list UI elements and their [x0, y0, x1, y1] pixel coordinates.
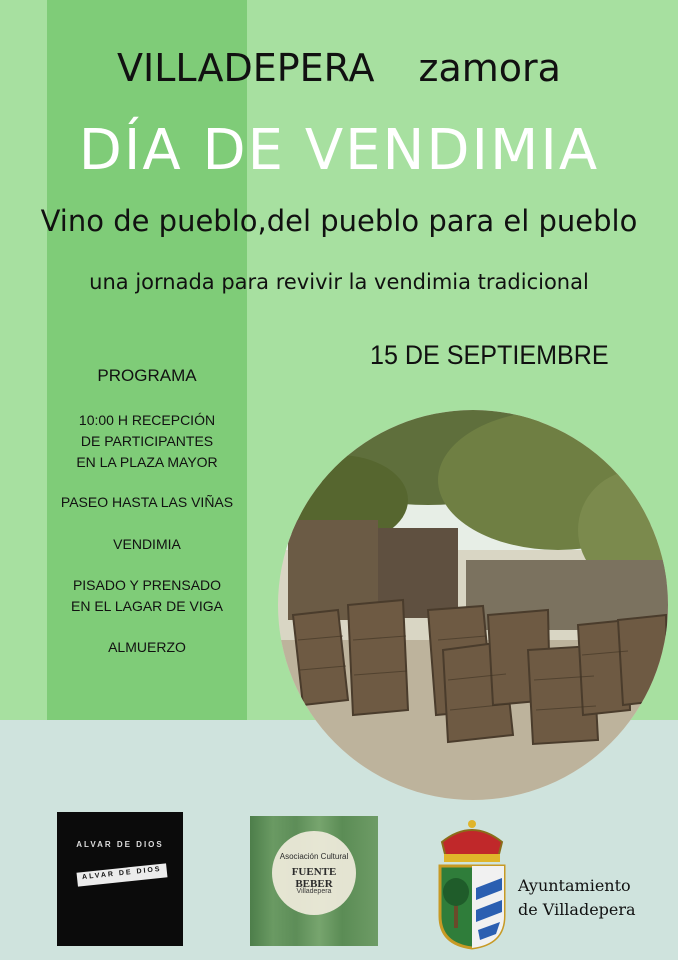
asociacion-label: Asociación Cultural	[279, 852, 349, 861]
program-line: VENDIMIA	[113, 536, 181, 552]
program-item-pressing	[47, 575, 247, 617]
program-item-reception	[47, 410, 247, 473]
asociacion-place: Villadepera	[296, 888, 332, 895]
program-item-lunch	[47, 637, 247, 658]
program-line: PISADO Y PRENSADO	[72, 577, 222, 593]
coat-of-arms-icon	[432, 818, 512, 950]
program-item-walk	[47, 492, 247, 513]
fuente-beber-logo	[250, 816, 378, 946]
page-title: DÍA DE VENDIMIA	[78, 118, 600, 183]
subtitle: Vino de pueblo,del pueblo para el pueblo	[40, 204, 638, 238]
place-heading	[0, 46, 678, 96]
program-line: EN LA PLAZA MAYOR	[76, 454, 218, 470]
alvar-logo-tape	[77, 863, 168, 886]
place-village: VILLADEPERA	[117, 46, 375, 90]
program-line: 10:00 H RECEPCIÓN	[78, 412, 216, 428]
ayuntamiento-line2: de Villadepera	[518, 900, 636, 919]
place-province: zamora	[418, 46, 561, 90]
program-line: ALMUERZO	[108, 639, 186, 655]
program-item-harvest	[47, 534, 247, 555]
program-line: EN EL LAGAR DE VIGA	[71, 598, 223, 614]
program-line: PASEO HASTA LAS VIÑAS	[60, 494, 234, 510]
alvar-tape-text: ALVAR DE DIOS	[81, 865, 162, 882]
program-title: PROGRAMA	[97, 366, 197, 385]
ayuntamiento-line1: Ayuntamiento	[518, 876, 631, 895]
event-date: 15 DE SEPTIEMBRE	[370, 340, 609, 370]
alvar-logo-text: ALVAR DE DIOS	[76, 840, 164, 849]
tagline: una jornada para revivir la vendimia tradicional	[89, 270, 589, 294]
harvest-baskets-photo	[278, 410, 668, 800]
alvar-de-dios-logo	[57, 812, 183, 946]
program-line: DE PARTICIPANTES	[80, 433, 214, 449]
asociacion-name: FUENTE BEBER	[291, 866, 337, 890]
